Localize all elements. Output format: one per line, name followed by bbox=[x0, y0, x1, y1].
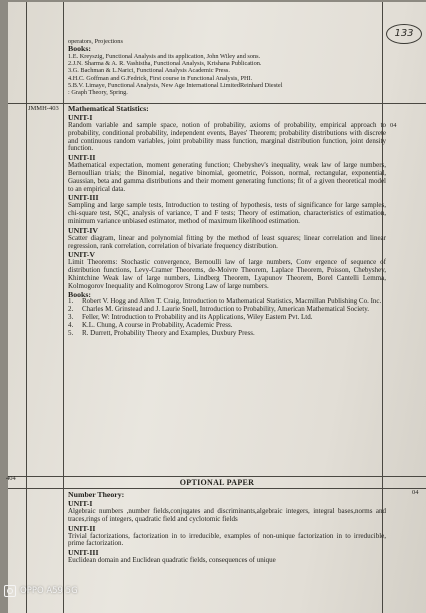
unit-text: Scatter diagram, linear and polynomial fitting by the method of least squares; linear correlation and linear regression, rank correlation, correlation of bivariate frequency distribution. bbox=[68, 233, 386, 250]
row-divider bbox=[8, 488, 426, 489]
previous-course-section bbox=[64, 38, 386, 96]
book-item: 5.B.V. Limaye, Functional Analysis, New Age International LimitedReinhard Diestel bbox=[68, 81, 283, 89]
course-credits-404: 04 bbox=[412, 489, 419, 496]
books-list bbox=[68, 298, 386, 337]
document-page bbox=[8, 2, 426, 613]
camera-icon bbox=[4, 585, 16, 597]
book-item: 4.H.C. Goffman and G.Fedrick, First course in Functional Analysis, PHI. bbox=[68, 74, 253, 82]
unit-heading: UNIT-III bbox=[68, 548, 99, 558]
row-divider bbox=[8, 476, 426, 477]
camera-watermark bbox=[4, 585, 78, 597]
course-credits-403: 04 bbox=[390, 122, 397, 129]
number-theory-section bbox=[64, 490, 386, 565]
course-title: Mathematical Statistics: bbox=[68, 104, 149, 113]
book-item: 1.E. Kreyszig, Functional Analysis and its application, John Wiley and sons. bbox=[68, 53, 261, 60]
unit-heading: UNIT-IV bbox=[68, 225, 99, 235]
book-item: 2.J.N. Sharma & A. R. Vashistha, Functional Analysis, Krishana Publication. bbox=[68, 60, 262, 68]
unit-text: Mathematical expectation, moment generating function; Chebyshev's inequality, weak law of large numbers, Bernoullian trials; the Binomial, negative binomial, geometric, Poisson, normal, rectangular, exponential, Gaussian, beta and gamma distributions and their moment generating functions; fit of a given theoretical model to an empirical data. bbox=[68, 161, 386, 193]
unit-text: Random variable and sample space, notion of probability, axioms of probability, empirical approach to probability, conditional probability, independent events, Bayes' Theorem; probability distributions with discrete and continuous random variables, joint probability mass function, marginal distribution function, joint density function. bbox=[68, 121, 386, 153]
previous-topic-line: operators, Projections bbox=[68, 38, 123, 45]
list-item: 2. Charles M. Grinstead and J. Laurie Snell, Introduction to Probability, American Mathematical Society. bbox=[68, 305, 369, 314]
list-item: 3. Feller, W: Introduction to Probability and its Applications, Wiley Eastern Pvt. Ltd. bbox=[68, 312, 313, 321]
book-item: : Graph Theory, Spring. bbox=[68, 89, 128, 97]
page-number-mark: 133 bbox=[386, 24, 422, 44]
unit-text: Limit Theorems: Stochastic convergence, Bernoulli law of large numbers, Conv ergence of sequence of distribution functions, Levy-Cramer Theorems, de-Moivre Theorem, Laplace Theorem, Poisson, Chebyshev, Khintchine Weak law of large numbers, Lindberg Theorem, Lyapunov Theorem, Borel Cantelli Lemma, Kolmogorov Inequality and Kolmogorov Strong Law of large numbers. bbox=[68, 258, 386, 290]
unit-text: Euclidean domain and Euclidean quadratic fields, consequences of unique bbox=[68, 556, 276, 565]
list-item: 5. R. Durrett, Probability Theory and Examples, Duxbury Press. bbox=[68, 328, 255, 337]
list-item: 4. K.L. Chung, A course in Probability, Academic Press. bbox=[68, 320, 233, 329]
unit-heading: UNIT-II bbox=[68, 523, 96, 533]
course-title: Number Theory: bbox=[68, 490, 125, 499]
course-code-403: JMMH-403 bbox=[28, 105, 59, 112]
unit-heading: UNIT-II bbox=[68, 153, 96, 163]
optional-paper-title: OPTIONAL PAPER bbox=[179, 478, 255, 487]
unit-heading: UNIT-I bbox=[68, 499, 93, 508]
unit-text: Algebraic numbers ,number fields,conjugates and discriminants,algebraic integers, integral bases,norms and traces,rings of integers, quadratic field and cyclotomic fields bbox=[68, 507, 386, 523]
books-heading: Books: bbox=[68, 44, 91, 54]
unit-text: Sampling and large sample tests, Introduction to testing of hypothesis, tests of significance for large samples, chi-square test, SQC, analysis of variance, T and F tests; Theory of estimation, characteristics of estimation, minimum variance unbiased estimator, method of maximum likelihood estimation. bbox=[68, 201, 386, 225]
book-item: 3.G. Bachman & L.Narici, Functional Analysis Academic Press. bbox=[68, 67, 230, 75]
books-heading: Books: bbox=[68, 289, 91, 299]
unit-heading: UNIT-III bbox=[68, 193, 99, 203]
unit-heading: UNIT-I bbox=[68, 113, 93, 122]
list-item: 1. Robert V. Hogg and Allen T. Craig, Introduction to Mathematical Statistics, Macmillan Publishing Co. Inc. bbox=[68, 297, 382, 306]
course-code-404: 404 bbox=[6, 475, 16, 482]
table-border-left bbox=[26, 2, 27, 613]
unit-text: Trivial factorizations, factorization in to irreducible, examples of non-unique factorization in to irreducible, prime factorization. bbox=[68, 531, 386, 548]
mathematical-statistics-section bbox=[64, 104, 386, 337]
previous-books-list bbox=[68, 53, 386, 96]
unit-heading: UNIT-V bbox=[68, 250, 96, 260]
watermark-text: OPPO A59 5G bbox=[20, 586, 78, 596]
